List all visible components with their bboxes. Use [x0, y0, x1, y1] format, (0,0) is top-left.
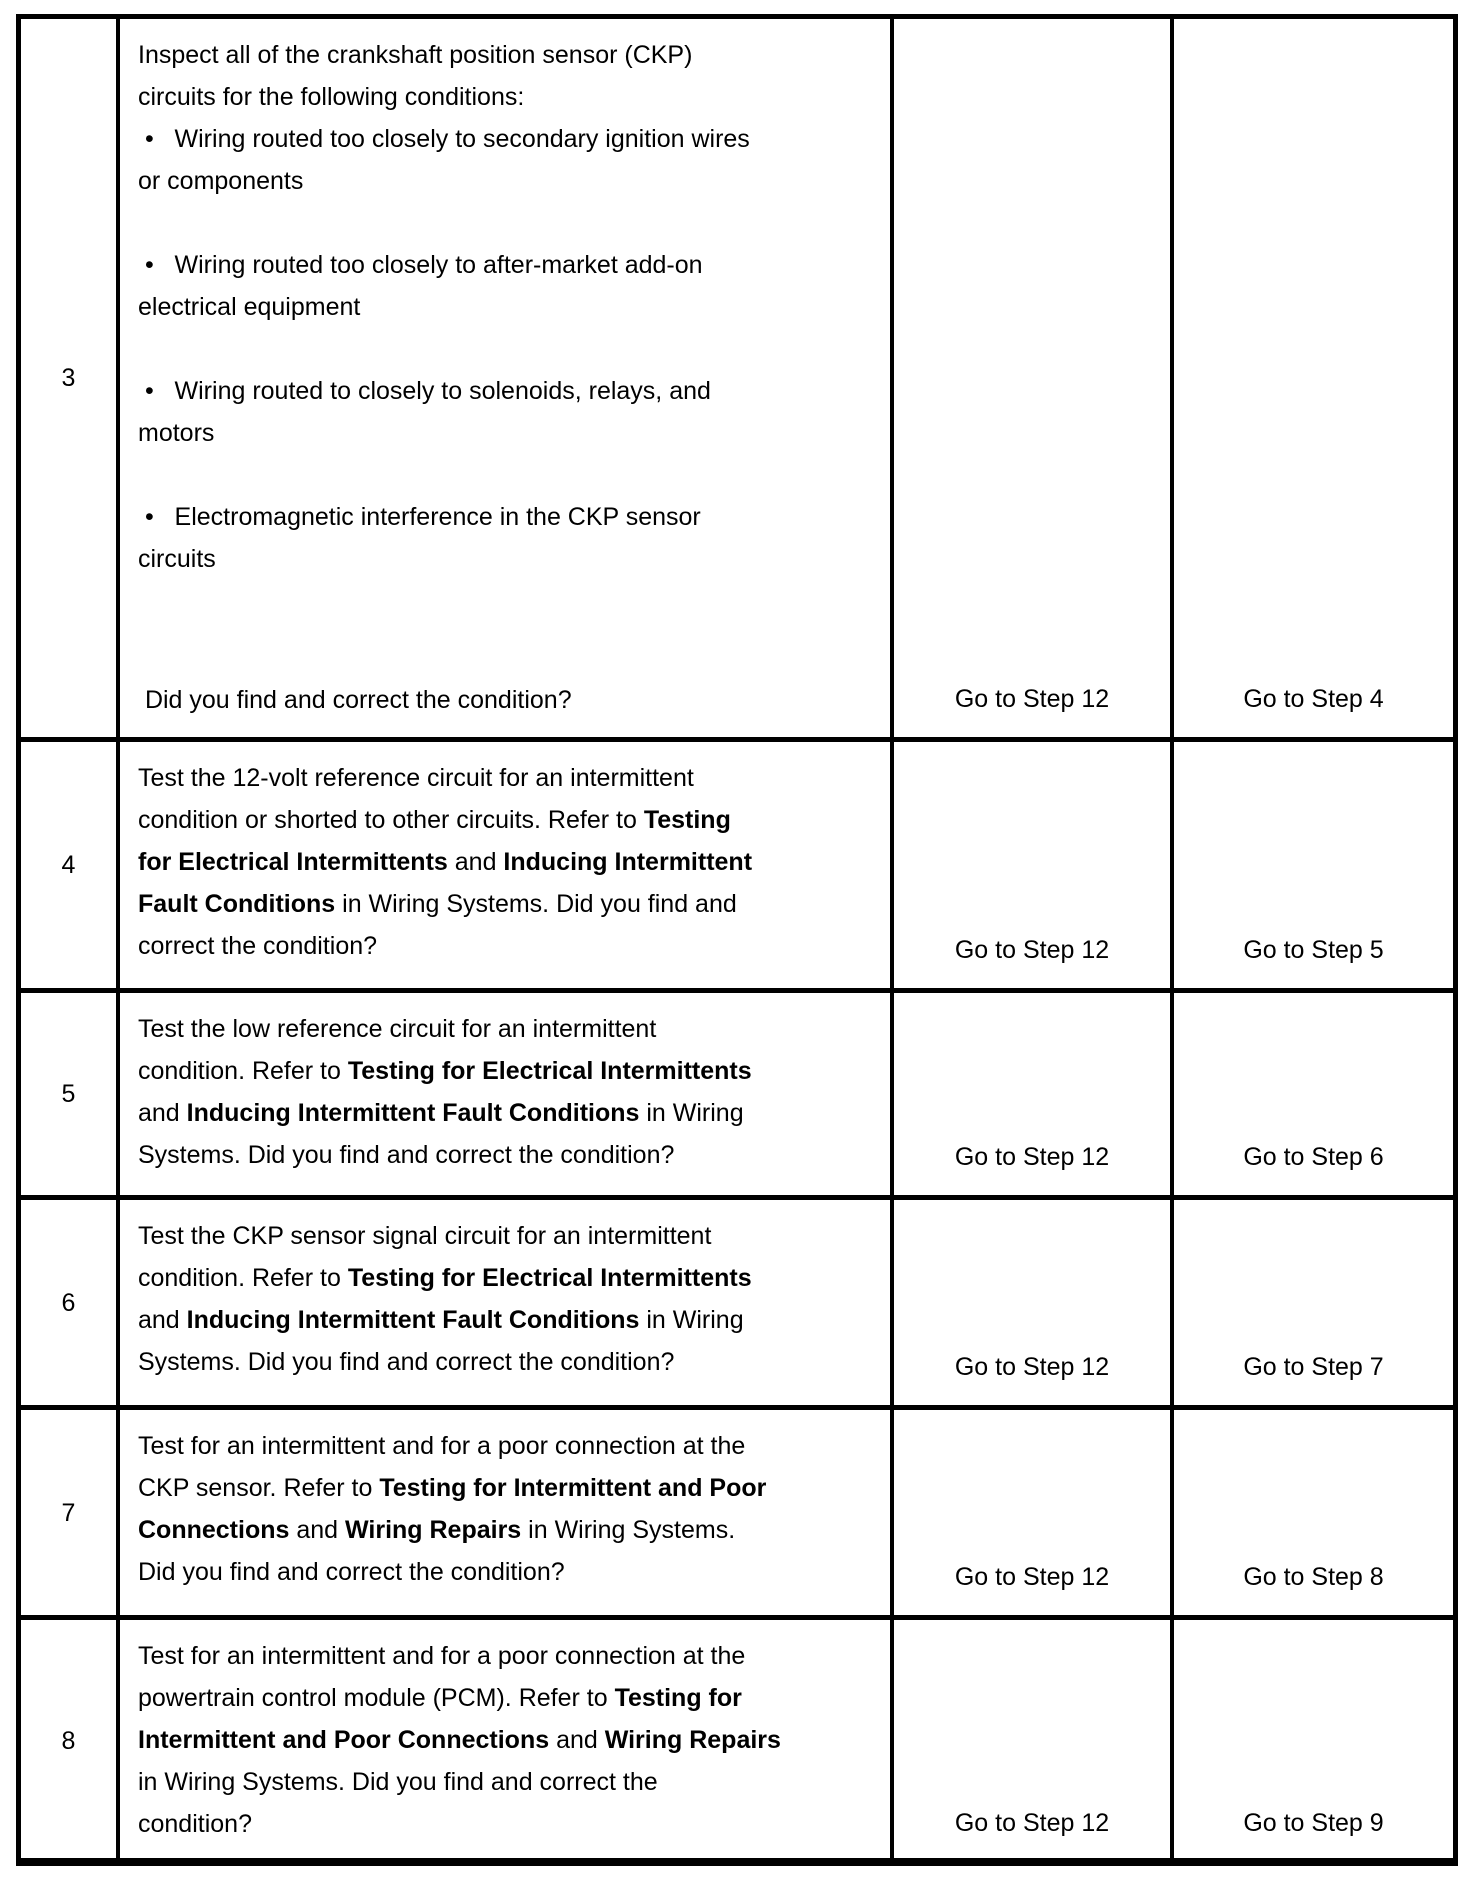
yes-goto-cell: [894, 1620, 1174, 1861]
step-number-cell: [21, 1410, 120, 1615]
no-goto-text: Go to Step 5: [1243, 936, 1384, 964]
action-text: [138, 34, 870, 580]
action-line: or components: [138, 167, 304, 195]
table-row: [21, 1620, 1453, 1858]
no-goto-cell: [1174, 1620, 1453, 1861]
action-line: Connections and Wiring Repairs in Wiring Systems.: [138, 1516, 736, 1544]
action-line: and Inducing Intermittent Fault Conditions in Wiring: [138, 1306, 744, 1334]
yes-goto-cell: [894, 993, 1174, 1195]
action-cell: [120, 993, 894, 1195]
step-number-cell: [21, 1200, 120, 1405]
action-cell: [120, 1200, 894, 1405]
action-line: Systems. Did you find and correct the condition?: [138, 1141, 675, 1169]
step-number: 7: [61, 1498, 76, 1527]
step-number-cell: [21, 1620, 120, 1861]
action-line: • Wiring routed to closely to solenoids, relays, and: [138, 377, 711, 405]
action-cell: [120, 742, 894, 988]
action-line: condition?: [138, 1810, 252, 1838]
no-goto-text: Go to Step 4: [1243, 685, 1384, 713]
action-cell: [120, 19, 894, 737]
action-line: circuits: [138, 545, 216, 573]
yes-goto-text: Go to Step 12: [954, 685, 1110, 713]
blank-line: [138, 328, 870, 370]
yes-goto-text: Go to Step 12: [954, 936, 1110, 964]
yes-goto-text: Go to Step 12: [954, 1563, 1110, 1591]
question-text: Did you find and correct the condition?: [138, 686, 572, 714]
action-line: Intermittent and Poor Connections and Wiring Repairs: [138, 1726, 781, 1754]
no-goto-cell: [1174, 742, 1453, 988]
table-row: [21, 1200, 1453, 1410]
yes-goto-cell: [894, 1410, 1174, 1615]
yes-goto-cell: [894, 742, 1174, 988]
blank-line: [138, 454, 870, 496]
action-text: [138, 1425, 870, 1593]
no-goto-cell: [1174, 1410, 1453, 1615]
action-line: electrical equipment: [138, 293, 361, 321]
no-goto-cell: [1174, 1200, 1453, 1405]
no-goto-cell: [1174, 993, 1453, 1195]
blank-line: [138, 202, 870, 244]
yes-goto-cell: [894, 1200, 1174, 1405]
action-line: • Wiring routed too closely to secondary ignition wires: [138, 125, 750, 153]
action-text: [138, 757, 870, 967]
action-line: for Electrical Intermittents and Inducing Intermittent: [138, 848, 753, 876]
no-goto-text: Go to Step 8: [1243, 1563, 1384, 1591]
action-line: circuits for the following conditions:: [138, 83, 525, 111]
table-row: [21, 742, 1453, 993]
action-line: condition. Refer to Testing for Electrical Intermittents: [138, 1057, 752, 1085]
step-number-cell: [21, 19, 120, 737]
step-number-cell: [21, 993, 120, 1195]
step-number: 8: [61, 1726, 76, 1755]
action-line: Systems. Did you find and correct the condition?: [138, 1348, 675, 1376]
table-row: [21, 19, 1453, 742]
no-goto-cell: [1174, 19, 1453, 737]
no-goto-text: Go to Step 7: [1243, 1353, 1384, 1381]
action-line: correct the condition?: [138, 932, 378, 960]
action-line: • Electromagnetic interference in the CKP sensor: [138, 503, 701, 531]
action-line: condition. Refer to Testing for Electrical Intermittents: [138, 1264, 752, 1292]
step-number: 5: [61, 1080, 76, 1108]
action-line: Inspect all of the crankshaft position sensor (CKP): [138, 41, 693, 69]
yes-goto-text: Go to Step 12: [954, 1143, 1110, 1171]
yes-goto-text: Go to Step 12: [954, 1353, 1110, 1381]
diagnostic-table: [16, 14, 1458, 1866]
action-line: motors: [138, 419, 215, 447]
no-goto-text: Go to Step 6: [1243, 1143, 1384, 1171]
step-number: 3: [61, 364, 76, 392]
action-line: Test for an intermittent and for a poor connection at the: [138, 1432, 746, 1460]
action-cell: [120, 1410, 894, 1615]
step-number: 4: [61, 851, 76, 879]
action-line: condition or shorted to other circuits. Refer to Testing: [138, 806, 731, 834]
action-text: [138, 1008, 870, 1176]
action-line: Test the CKP sensor signal circuit for an intermittent: [138, 1222, 712, 1250]
action-cell: [120, 1620, 894, 1861]
no-goto-text: Go to Step 9: [1243, 1809, 1384, 1837]
action-line: CKP sensor. Refer to Testing for Intermittent and Poor: [138, 1474, 767, 1502]
step-number: 6: [61, 1288, 76, 1317]
action-line: powertrain control module (PCM). Refer to Testing for: [138, 1684, 742, 1712]
action-line: • Wiring routed too closely to after-market add-on: [138, 251, 703, 279]
action-line: in Wiring Systems. Did you find and correct the: [138, 1768, 658, 1796]
action-line: Did you find and correct the condition?: [138, 1558, 565, 1586]
step-number-cell: [21, 742, 120, 988]
action-text: [138, 1635, 870, 1845]
action-line: Test the low reference circuit for an intermittent: [138, 1015, 657, 1043]
action-line: Fault Conditions in Wiring Systems. Did you find and: [138, 890, 737, 918]
action-text: [138, 1215, 870, 1383]
action-line: and Inducing Intermittent Fault Conditions in Wiring: [138, 1099, 744, 1127]
yes-goto-text: Go to Step 12: [954, 1809, 1110, 1837]
yes-goto-cell: [894, 19, 1174, 737]
action-line: Test for an intermittent and for a poor connection at the: [138, 1642, 746, 1670]
table-row: [21, 1410, 1453, 1620]
table-row: [21, 993, 1453, 1200]
action-line: Test the 12-volt reference circuit for an intermittent: [138, 764, 694, 792]
